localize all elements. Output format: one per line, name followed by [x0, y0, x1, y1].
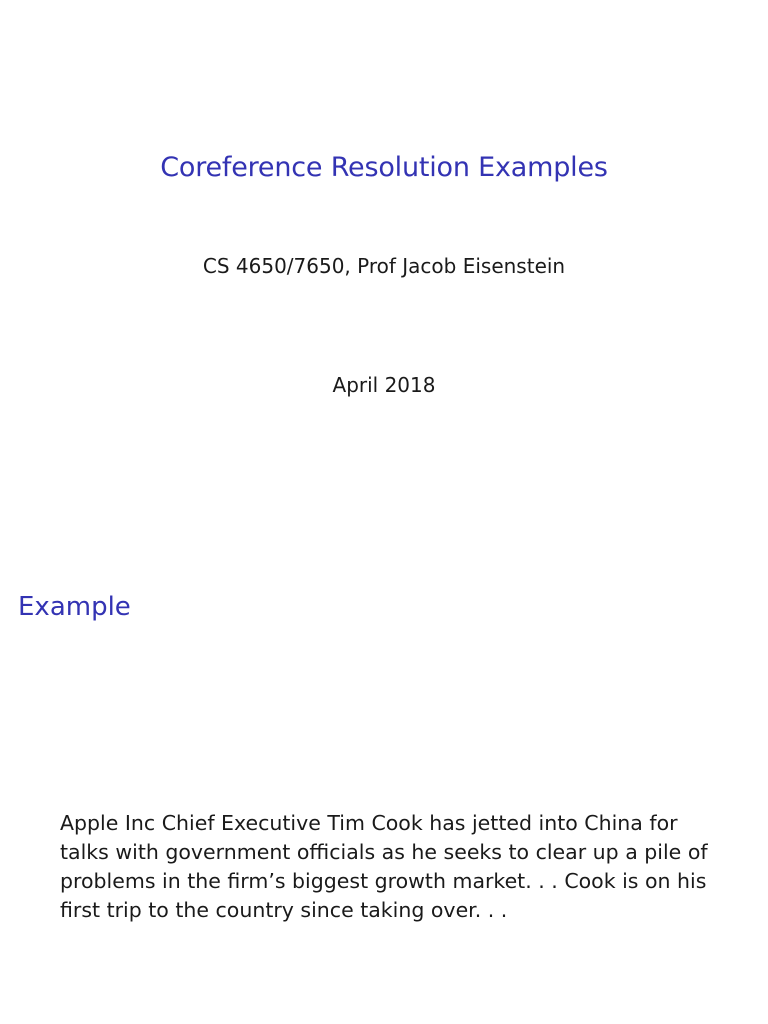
slide-heading: Example: [18, 592, 131, 622]
course-and-author: CS 4650/7650, Prof Jacob Eisenstein: [202, 254, 566, 278]
example-paragraph: Apple Inc Chief Executive Tim Cook has jetted into China for talks with government officials as he seeks to clear up a pile of problems in the firm’s biggest growth market. . . Cook is on his first trip to the country since taking over. . .: [60, 810, 708, 922]
presentation-title: Coreference Resolution Examples: [160, 152, 608, 183]
presentation-date: April 2018: [332, 373, 436, 397]
example-slide: [0, 560, 768, 1024]
